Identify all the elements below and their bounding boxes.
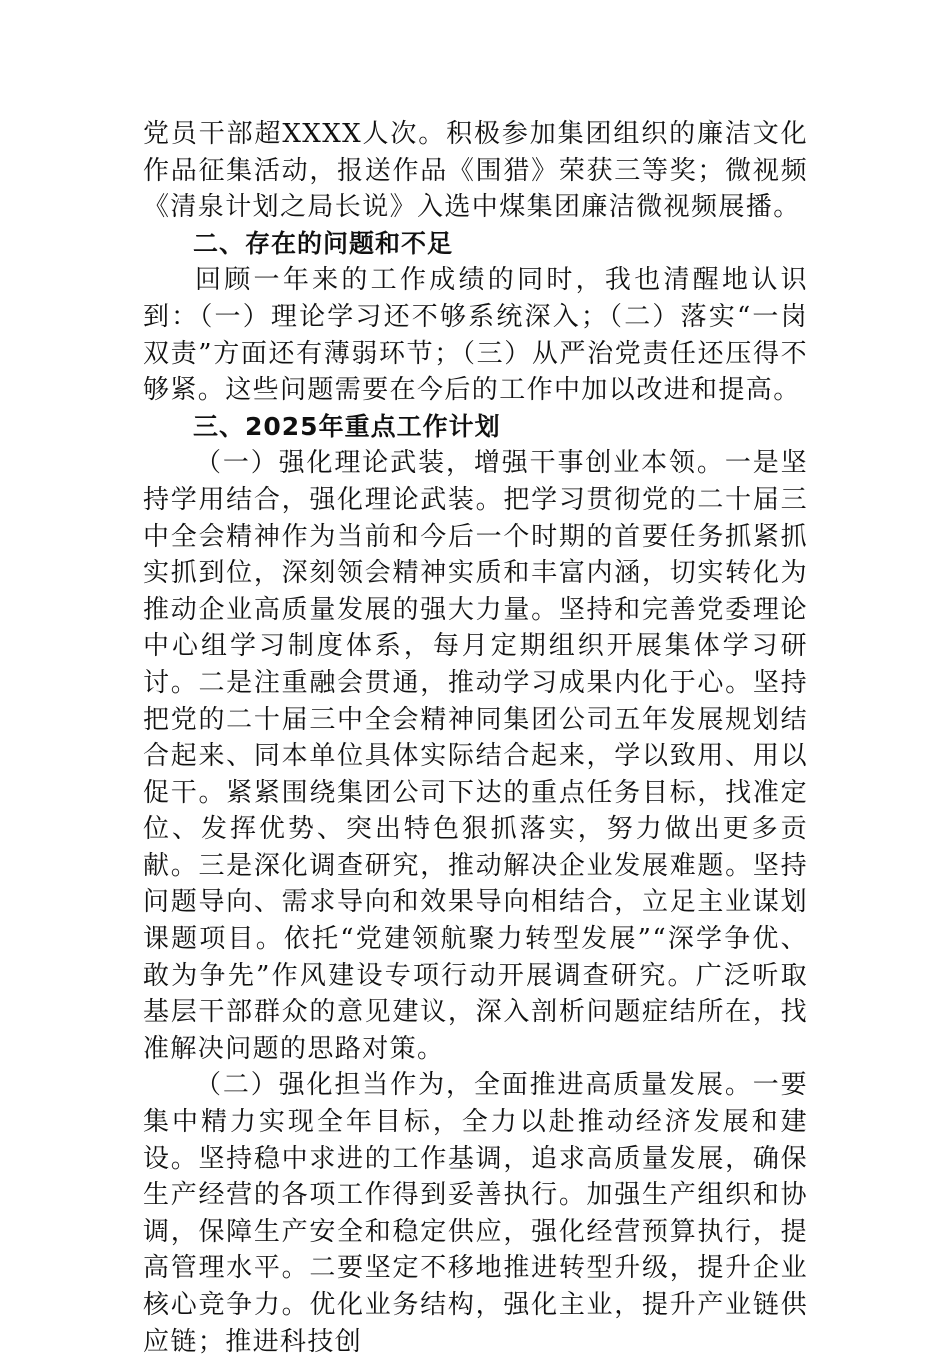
paragraph-problems: 回顾一年来的工作成绩的同时，我也清醒地认识到：（一）理论学习还不够系统深入；（二）落实“一岗双责”方面还有薄弱环节；（三）从严治党责任还压得不够紧。这些问题需要在今后的工作中加以改进和提高。 <box>143 265 808 406</box>
document-body <box>143 116 808 1360</box>
section-heading-problems: 二、存在的问题和不足 <box>193 228 454 258</box>
paragraph-continuation: 党员干部超XXXX人次。积极参加集团组织的廉洁文化作品征集活动，报送作品《围猎》荣获三等奖；微视频《清泉计划之局长说》入选中煤集团廉洁微视频展播。 <box>143 119 808 223</box>
paragraph-plan-theory: （一）强化理论武装，增强干事创业本领。一是坚持学用结合，强化理论武装。把学习贯彻党的二十届三中全会精神作为当前和今后一个时期的首要任务抓紧抓实抓到位，深刻领会精神实质和丰富内涵，切实转化为推动企业高质量发展的强大力量。坚持和完善党委理论中心组学习制度体系，每月定期组织开展集体学习研讨。二是注重融会贯通，推动学习成果内化于心。坚持把党的二十届三中全会精神同集团公司五年发展规划结合起来、同本单位具体实际结合起来，学以致用、用以促干。紧紧围绕集团公司下达的重点任务目标，找准定位、发挥优势、突出特色狠抓落实，努力做出更多贡献。三是深化调查研究，推动解决企业发展难题。坚持问题导向、需求导向和效果导向相结合，立足主业谋划课题项目。依托“党建领航聚力转型发展”“深学争优、敢为争先”作风建设专项行动开展调查研究。广泛听取基层干部群众的意见建议，深入剖析问题症结所在，找准解决问题的思路对策。 <box>143 448 808 1064</box>
paragraph-plan-development: （二）强化担当作为，全面推进高质量发展。一要集中精力实现全年目标，全力以赴推动经济发展和建设。坚持稳中求进的工作基调，追求高质量发展，确保生产经营的各项工作得到妥善执行。加强生产组织和协调，保障生产安全和稳定供应，强化经营预算执行，提高管理水平。二要坚定不移地推进转型升级，提升企业核心竞争力。优化业务结构，强化主业，提升产业链供应链；推进科技创 <box>143 1070 808 1357</box>
section-heading-plan: 三、2025年重点工作计划 <box>193 411 501 441</box>
